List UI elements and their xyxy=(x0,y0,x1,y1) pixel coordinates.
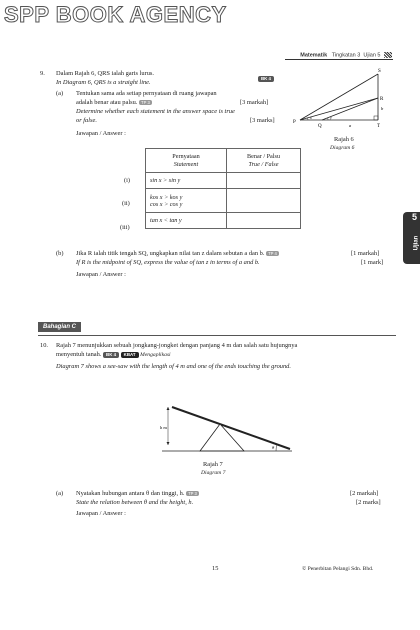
q9b-en: If R is the midpoint of SQ, express the value of tan z in terms of a and b. xyxy=(76,259,260,266)
q9b-tp-badge: TP 4 xyxy=(268,250,277,256)
answer-table-9a xyxy=(145,148,301,229)
statement-ii-line2: cos x > cos y xyxy=(150,200,183,208)
statement-ii xyxy=(146,189,227,213)
row-label-iii: (iii) xyxy=(120,224,130,231)
diagram-7 xyxy=(160,405,294,455)
d6-label-r: R xyxy=(380,97,384,102)
q9b-ms xyxy=(76,250,279,258)
q10-kbat-word: Mengaplikasi xyxy=(140,352,171,358)
d6-label-a: a xyxy=(349,123,352,128)
q9a-answer-label: Jawapan / Answer : xyxy=(76,130,126,137)
q10a-marks-en: [2 marks] xyxy=(356,499,381,506)
statement-i: sin x > sin y xyxy=(146,173,227,189)
header-rule xyxy=(285,59,393,60)
q9b-marks-en: [1 mark] xyxy=(361,259,384,266)
d6-caption-ms: Rajah 6 xyxy=(334,136,354,143)
d6-label-y: y xyxy=(330,115,332,120)
d6-label-x: x xyxy=(310,115,312,120)
q10a-marks-ms: [2 markah] xyxy=(350,490,379,497)
answer-cell-i[interactable] xyxy=(227,173,301,189)
q10-stem-ms-1: Rajah 7 menunjukkan sebuah jongkang-jongket dengan panjang 4 m dan salah satu hujungnya xyxy=(56,342,298,349)
header-subject: Matematik xyxy=(300,52,328,59)
q9b-label: (b) xyxy=(56,250,64,257)
d6-label-t: T xyxy=(377,124,381,129)
publisher-note: © Penerbitan Pelangi Sdn. Bhd. xyxy=(302,566,374,572)
q10a-answer-label: Jawapan / Answer : xyxy=(76,510,126,517)
d6-label-s: S xyxy=(378,69,381,74)
q9b-marks-ms: [1 markah] xyxy=(351,250,380,257)
q9-badge: BK 4 xyxy=(258,76,274,82)
header-level: Tingkatan 3 xyxy=(331,52,361,59)
q9b-ms-text: Jika R ialah titik tengah SQ, ungkapkan nilai tan z dalam sebutan a dan b. xyxy=(76,250,265,257)
q10-badge-bk: BK 4 xyxy=(103,352,119,358)
d7-height-label: h m xyxy=(160,425,167,430)
q9a-label: (a) xyxy=(56,90,64,97)
q9a-ms-2 xyxy=(76,99,152,107)
row-label-ii: (ii) xyxy=(122,200,130,207)
q9a-en-2: or false. xyxy=(76,117,97,124)
d7-caption-ms: Rajah 7 xyxy=(203,461,223,468)
page-number: 15 xyxy=(212,565,219,572)
q10a-label: (a) xyxy=(56,490,64,497)
q10a-ms xyxy=(76,490,199,498)
d6-label-p: P xyxy=(293,120,296,125)
header-statement-ms: Pernyataan xyxy=(172,153,200,160)
q9a-en-1: Determine whether each statement in the answer space is true xyxy=(76,108,235,115)
q9a-marks-en: [3 marks] xyxy=(250,117,275,124)
d6-caption-en: Diagram 6 xyxy=(330,145,355,151)
q9-number: 9. xyxy=(40,70,45,77)
d6-label-q: Q xyxy=(318,124,322,129)
header-tf-ms: Benar / Palsu xyxy=(247,153,280,160)
running-header xyxy=(300,52,392,58)
q10a-tp-badge: TP 3 xyxy=(188,490,197,496)
q10-stem-en: Diagram 7 shows a see-saw with the length of 4 m and one of the ends touching the ground. xyxy=(56,363,291,370)
header-statement-en: Statement xyxy=(173,160,199,168)
q10-stem-ms-2 xyxy=(56,351,171,359)
header-unit: Ujian 5 xyxy=(363,52,381,59)
side-tab-label: Ujian xyxy=(413,235,420,251)
watermark-text: SPP BOOK AGENCY xyxy=(4,2,227,27)
q9b-answer-label: Jawapan / Answer : xyxy=(76,271,126,278)
q9-stem-ms: Dalam Rajah 6, QRS ialah garis lurus. xyxy=(56,70,154,77)
answer-cell-ii[interactable] xyxy=(227,189,301,213)
header-statement xyxy=(146,149,227,173)
statement-iii: tan x < tan y xyxy=(146,213,227,229)
side-tab-number: 5 xyxy=(411,212,417,222)
q10-badge-kbat: KBAT xyxy=(121,352,139,358)
statement-ii-line1: kos x > kos y xyxy=(150,193,183,201)
row-label-i: (i) xyxy=(124,177,131,184)
d7-theta-label: θ xyxy=(272,445,275,450)
q9a-ms-2-text: adalah benar atau palsu. xyxy=(76,99,138,106)
header-tf-en: True / False xyxy=(248,160,279,168)
q10-number: 10. xyxy=(40,342,48,349)
q10-stem-ms-2-text: menyentuh tanah. xyxy=(56,351,102,358)
d6-label-b: b xyxy=(381,106,384,111)
q9a-ms-1: Tentukan sama ada setiap pernyataan di ruang jawapan xyxy=(76,90,217,97)
section-c-rule xyxy=(38,335,396,336)
q10a-en: State the relation between θ and the height, h. xyxy=(76,499,194,506)
d7-caption-en: Diagram 7 xyxy=(201,470,226,476)
q9-stem-en: In Diagram 6, QRS is a straight line. xyxy=(56,79,151,86)
section-c-banner: Bahagian C xyxy=(38,322,81,332)
q9a-marks-ms: [3 markah] xyxy=(240,99,269,106)
header-stripes-icon xyxy=(384,52,392,58)
answer-cell-iii[interactable] xyxy=(227,213,301,229)
header-true-false xyxy=(227,149,301,173)
q9a-tp-badge: TP 3 xyxy=(141,99,150,105)
q10a-ms-text: Nyatakan hubungan antara θ dan tinggi, h. xyxy=(76,490,185,497)
